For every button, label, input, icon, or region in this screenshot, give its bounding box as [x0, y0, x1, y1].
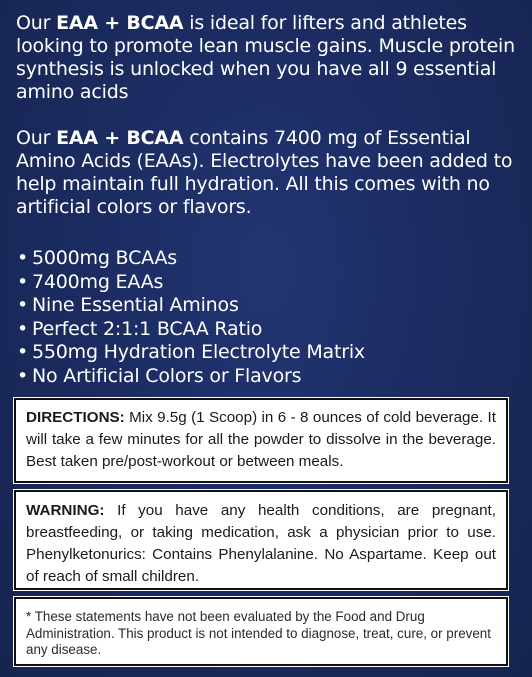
product-name: EAA + BCAA	[56, 127, 184, 149]
feature-label: 550mg Hydration Electrolyte Matrix	[32, 341, 365, 363]
directions-box	[14, 398, 508, 483]
product-name: EAA + BCAA	[56, 12, 184, 34]
intro-text: is ideal for lifters and athletes looking to promote lean muscle gains. Muscle protein synthesis is unlocked when you have all 9 essential amino acids	[16, 12, 515, 103]
fda-disclaimer-box	[14, 597, 508, 666]
warning-box	[14, 490, 508, 590]
directions-label: DIRECTIONS:	[26, 409, 125, 426]
feature-item	[16, 318, 365, 342]
feature-list	[16, 247, 365, 388]
directions-text	[26, 407, 496, 473]
warning-text	[26, 500, 496, 588]
feature-item	[16, 365, 365, 389]
directions-body: Mix 9.5g (1 Scoop) in 6 - 8 ounces of cold beverage. It will take a few minutes for all the powder to dissolve in the beverage. Best taken pre/post-workout or between meals.	[26, 409, 496, 470]
feature-item	[16, 294, 365, 318]
product-description	[16, 12, 516, 219]
feature-label: Perfect 2:1:1 BCAA Ratio	[32, 317, 263, 340]
intro-text: contains 7400 mg of Essential Amino Acids (EAAs). Electrolytes have been added to help maintain full hydration. All this comes with no artificial colors or flavors.	[16, 127, 513, 218]
intro-prefix: Our	[16, 12, 57, 34]
feature-item	[16, 271, 365, 295]
bullet-dot: •	[17, 294, 29, 316]
feature-item	[16, 341, 365, 365]
warning-label: WARNING:	[26, 502, 105, 519]
fda-disclaimer-text: * These statements have not been evaluated by the Food and Drug Administration. This product is not intended to diagnose, treat, cure, or prevent any disease.	[26, 609, 491, 657]
bullet-dot: •	[17, 364, 29, 387]
bullet-dot: •	[17, 247, 29, 269]
feature-label: 7400mg EAAs	[32, 270, 164, 293]
feature-item	[16, 247, 365, 271]
warning-body: If you have any health conditions, are pregnant, breastfeeding, or taking medication, ask a physician prior to use. Phenylketonurics: Contains Phenylalanine. No Aspartame. Keep out of reach of small children.	[26, 502, 496, 585]
intro-paragraph-2	[16, 127, 516, 219]
feature-label: 5000mg BCAAs	[32, 247, 177, 269]
bullet-dot: •	[17, 317, 29, 340]
bullet-dot: •	[17, 341, 29, 363]
feature-label: No Artificial Colors or Flavors	[32, 364, 302, 387]
feature-label: Nine Essential Aminos	[32, 294, 239, 316]
intro-prefix: Our	[16, 127, 57, 149]
intro-paragraph-1	[16, 12, 516, 104]
bullet-dot: •	[17, 270, 29, 293]
